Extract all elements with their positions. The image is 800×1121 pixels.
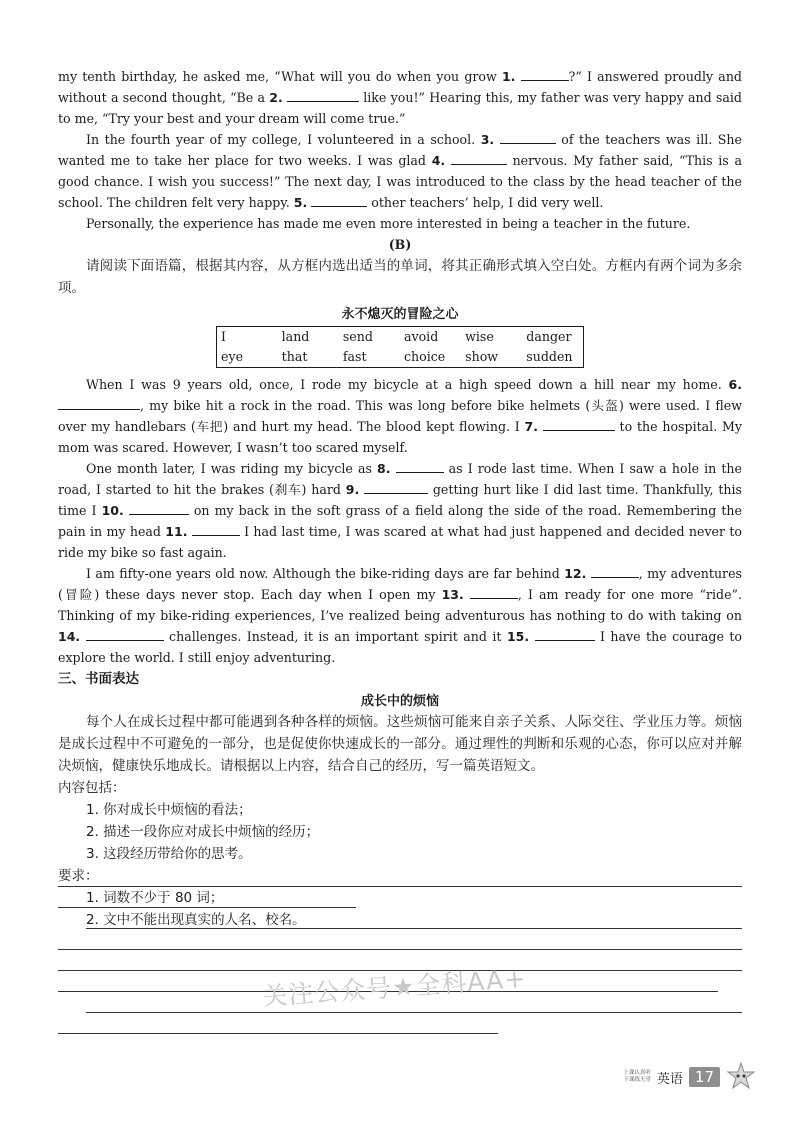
page-footer [623,1062,756,1092]
word-bank-word: avoid [403,329,439,344]
blank-number: 2. [269,90,283,105]
word-bank-word: fast [342,349,367,364]
blank-number: 6. [728,377,742,392]
content-label: 内容包括： [58,780,126,796]
writing-line[interactable] [58,886,742,887]
answer-blank[interactable] [86,628,164,641]
blank-number: 4. [431,153,446,168]
answer-blank[interactable] [396,460,444,473]
answer-blank[interactable] [364,481,428,494]
word-bank-word: I [221,329,226,344]
word-bank-word: show [465,349,499,364]
answer-blank[interactable] [543,418,615,431]
blank-number: 7. [524,419,538,434]
word-bank [216,326,584,368]
blank-number: 12. [564,566,587,581]
essay-title: 成长中的烦恼 [360,694,439,709]
worksheet-page [58,66,742,931]
blank-number: 13. [441,587,464,602]
blank-number: 5. [293,195,308,210]
blank-number: 1. [501,69,516,84]
blank-number: 10. [101,503,124,518]
answer-blank[interactable] [451,152,507,165]
essay-intro: 每个人在成长过程中都可能遇到各种各样的烦恼。这些烦恼可能来自亲子关系、人际交往、学业压力等。烦恼是成长过程中不可避免的一部分，也是促使你快速成长的一部分。通过理性的判断和乐观的心态，你可以应对并解决烦恼，健康快乐地成长。请根据以上内容，结合自己的经历，写一篇英语短文。 [58,714,742,774]
answer-blank[interactable] [192,523,240,536]
page-number: 17 [689,1067,720,1087]
blank-number: 11. [165,524,188,539]
answer-blank[interactable] [129,502,189,515]
blank-number: 8. [377,461,391,476]
content-item: 3. 这段经历带给你的思考。 [86,846,252,862]
word-bank-row [217,347,584,368]
answer-blank[interactable] [58,397,140,410]
passage-a-paragraph-2: In the fourth year of my college, I volunteered in a school. 3. of the teachers was ill. She wanted me to take her place for two weeks. I was glad 4. nervous. My father said, “This is a good chance. I wish you success!” The next day, I was introduced to the class by the head teacher of the school. The children felt very happy. 5. other teachers’ help, I did very well. [58,132,742,210]
answer-blank[interactable] [500,131,556,144]
content-item: 2. 描述一段你应对成长中烦恼的经历； [86,824,320,840]
blank-number: 14. [58,629,81,644]
requirement-item: 2. 文中不能出现真实的人名、校名。 [86,912,306,928]
blank-number: 15. [506,629,530,644]
passage-b-paragraph-2: One month later, I was riding my bicycle as 8. as I rode last time. When I saw a hole in the road, I started to hit the brakes (刹车) hard 9. getting hurt like I did last time. Thankfully, this time I 10. on my back in the soft grass of a field along the side of the road. Remembering the pain in my head 11. I had last time, I was scared at what had just happened and decided never to ride my bike so fast again. [58,461,742,560]
answer-blank[interactable] [287,89,359,102]
word-bank-word: sudden [526,349,573,364]
answer-blank[interactable] [470,586,518,599]
passage-b-title: 永不熄灭的冒险之心 [341,307,459,322]
word-bank-word: choice [403,349,446,364]
answer-blank[interactable] [591,565,639,578]
blank-number: 3. [480,132,495,147]
word-bank-word: land [281,329,310,344]
footer-slogan: 上课认真听 下课练天堂 [623,1070,651,1083]
word-bank-word: danger [526,329,572,344]
subject-label: 英语 [656,1071,683,1087]
section-3-heading: 三、书面表达 [58,671,139,687]
answer-blank[interactable] [535,628,595,641]
word-bank-word: eye [221,349,244,364]
word-bank-word: send [342,329,373,344]
passage-a-paragraph-1: my tenth birthday, he asked me, “What will you do when you grow 1. ?” I answered proudly and without a second thought, “Be a 2. like you!” Hearing this, my father was very happy and said to me, “Try your best and your dream will come true.” [58,69,742,126]
writing-line[interactable] [86,1012,742,1013]
writing-line[interactable] [58,949,742,950]
watermark: 关注公众号★全科AA+ [261,963,528,1012]
requirements-label: 要求： [58,868,99,884]
passage-a-paragraph-3: Personally, the experience has made me even more interested in being a teacher in the future. [86,216,691,231]
mascot-icon [726,1062,756,1092]
writing-line[interactable] [86,928,742,929]
writing-area[interactable] [58,886,742,1036]
word-bank-word: wise [465,329,494,344]
passage-b-paragraph-3: I am fifty-one years old now. Although the bike-riding days are far behind 12. , my adventures (冒险) these days never stop. Each day when I open my 13. , I am ready for one more “ride”. Thinking of my bike-riding experiences, I’ve realized being adventurous has nothing to do with taking on 14. challenges. Instead, it is an important spirit and it 15. I have the courage to explore the world. I still enjoy adventuring. [58,566,742,665]
word-bank-row [217,327,584,348]
word-bank-word: that [281,349,308,364]
writing-line[interactable] [58,1033,498,1034]
section-b-instruction: 请阅读下面语篇，根据其内容，从方框内选出适当的单词，将其正确形式填入空白处。方框内有两个词为多余项。 [58,258,742,296]
requirement-item: 1. 词数不少于 80 词； [86,890,224,906]
content-item: 1. 你对成长中烦恼的看法； [86,802,252,818]
writing-line[interactable] [58,907,356,908]
section-b-label: (B) [388,237,412,252]
answer-blank[interactable] [521,68,569,81]
answer-blank[interactable] [311,194,367,207]
blank-number: 9. [345,482,360,497]
passage-b-paragraph-1: When I was 9 years old, once, I rode my bicycle at a high speed down a hill near my home. 6. , my bike hit a rock in the road. This was long before bike helmets (头盔) were used. I flew over my handlebars (车把) and hurt my head. The blood kept flowing. I 7. to the hospital. My mom was scared. However, I wasn’t too scared myself. [58,377,742,455]
